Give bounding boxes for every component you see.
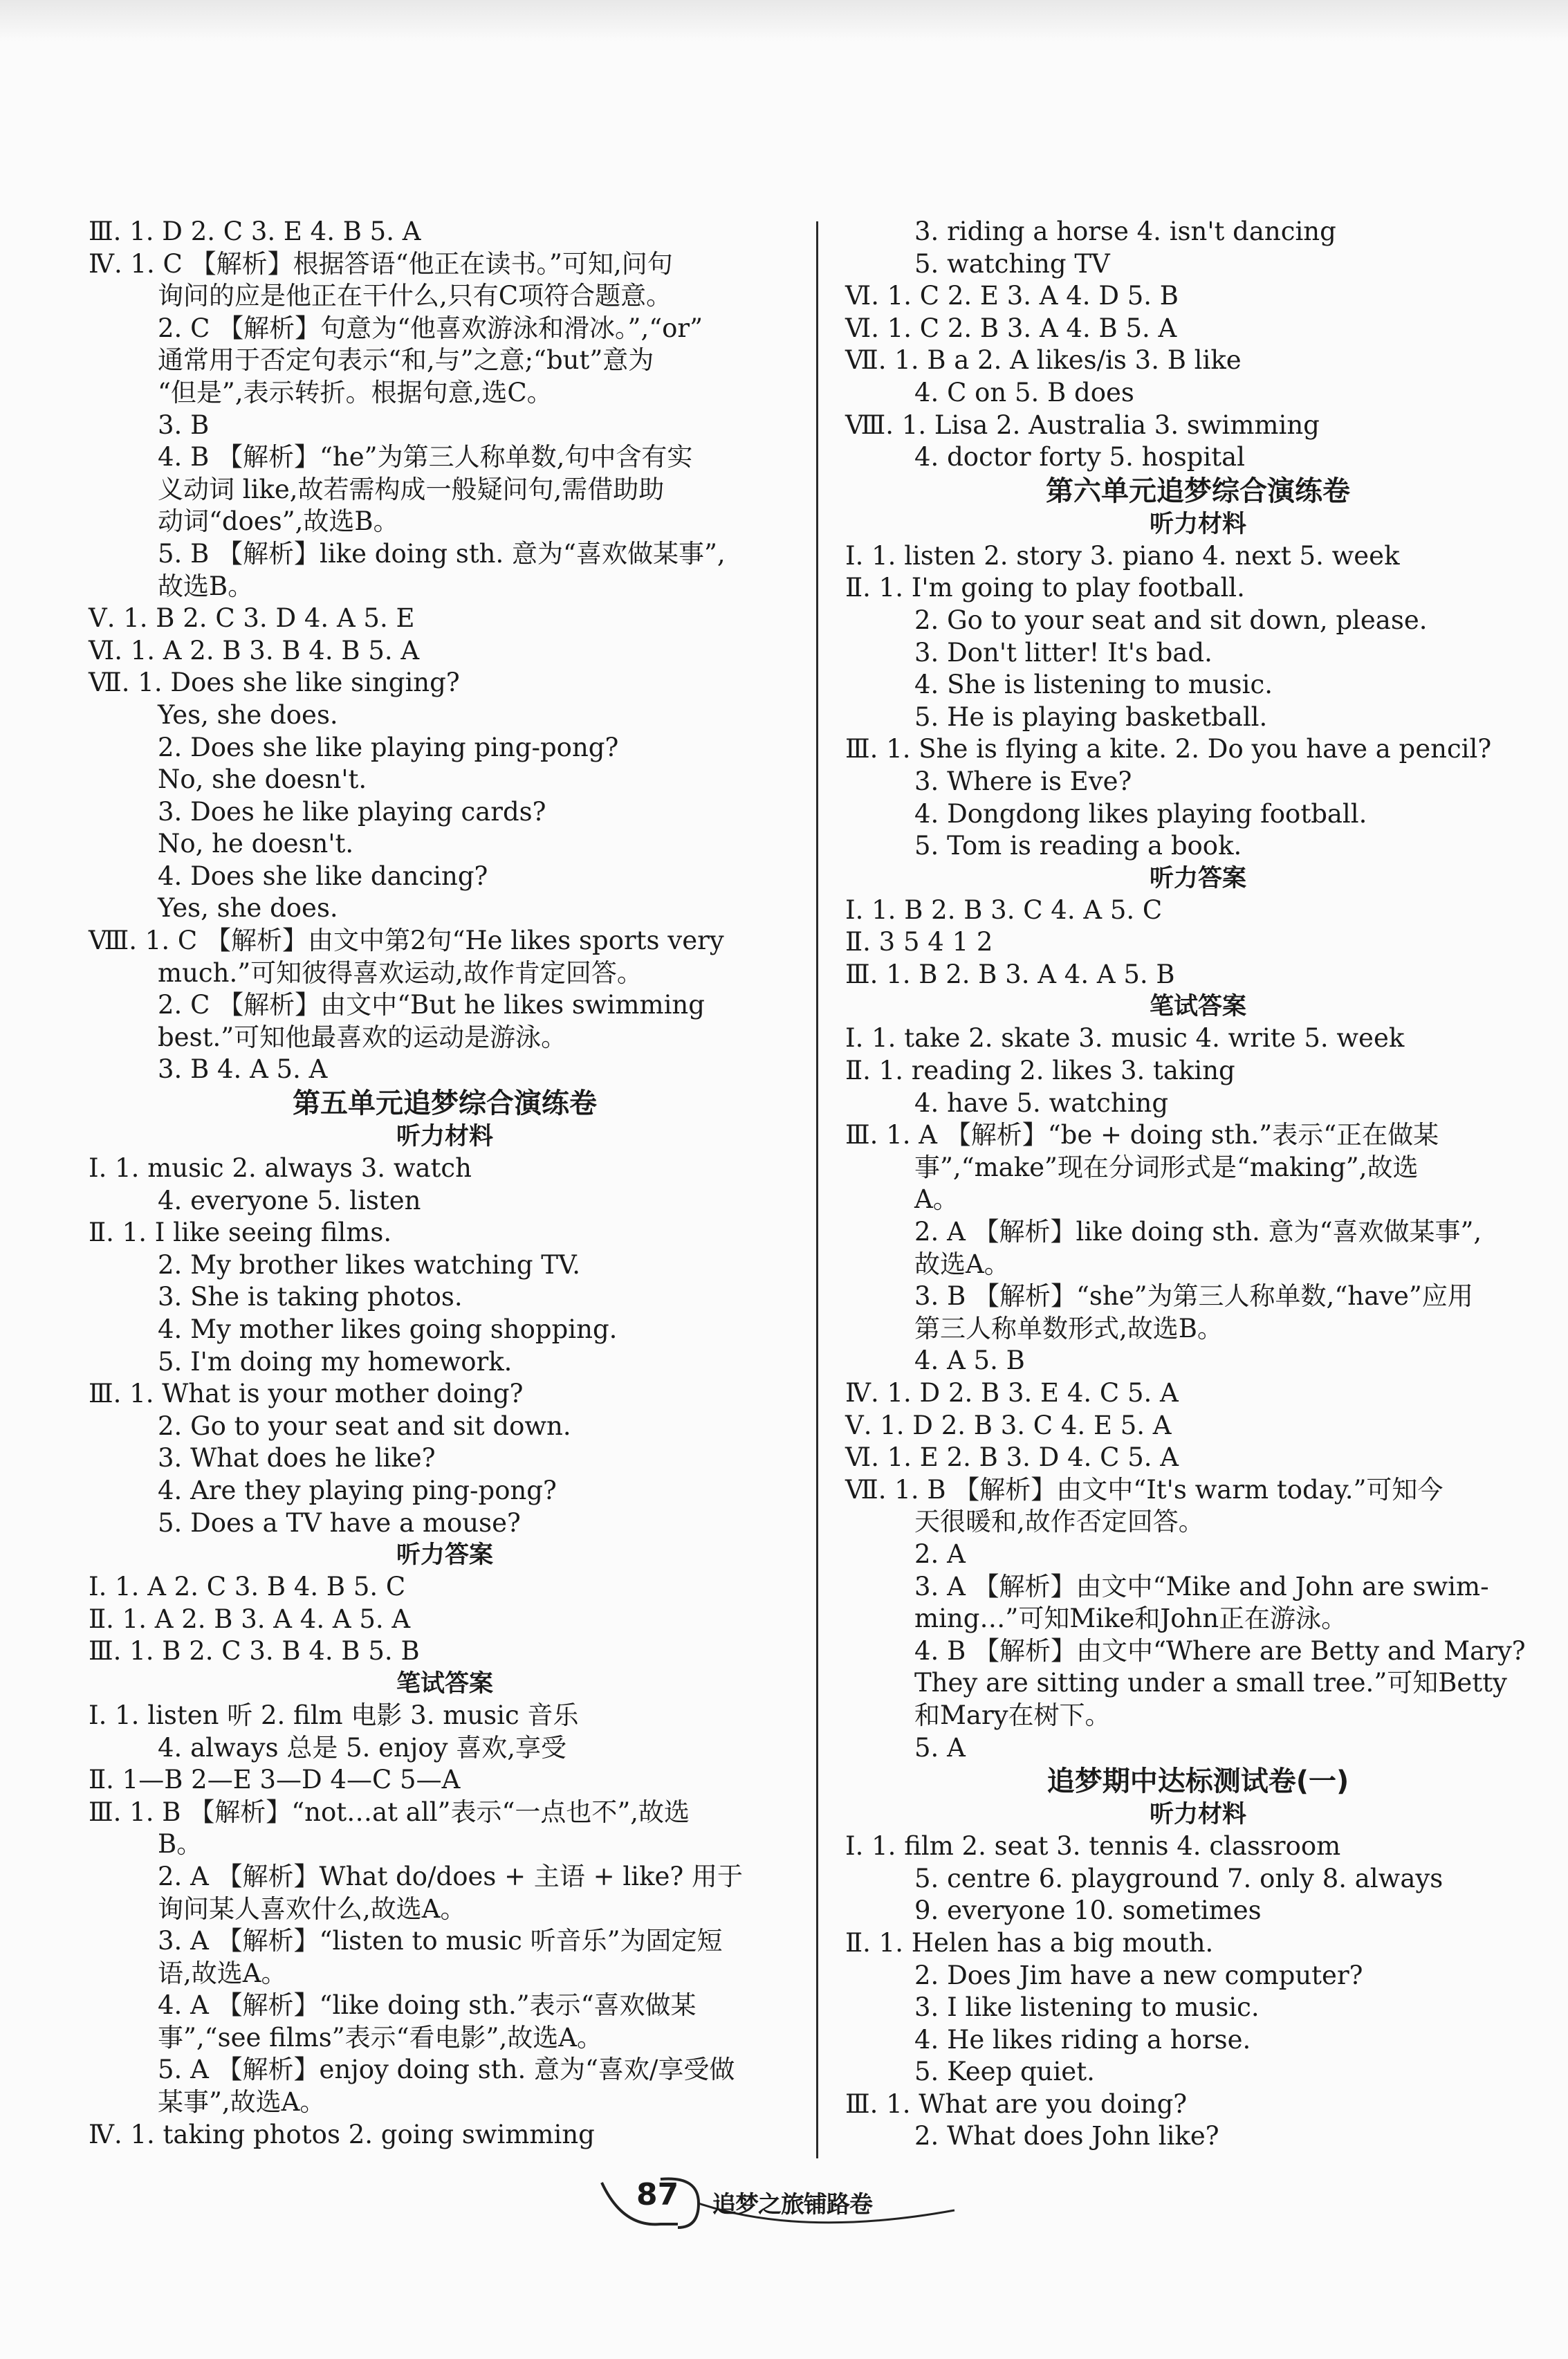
left-answer-line: 动词“does”,故选B。 — [158, 506, 399, 537]
right-answer-line: 5. Tom is reading a book. — [914, 831, 1242, 861]
left-answer-line: Ⅰ. 1. A 2. C 3. B 4. B 5. C — [89, 1572, 406, 1602]
right-answer-line: 4. doctor forty 5. hospital — [914, 442, 1245, 472]
section-heading: 第六单元追梦综合演练卷 — [1046, 475, 1350, 507]
right-answer-line: Ⅱ. 1. I'm going to play football. — [845, 573, 1245, 603]
right-answer-line: Ⅰ. 1. take 2. skate 3. music 4. write 5. week — [845, 1023, 1405, 1054]
left-answer-line: 询问的应是他正在干什么,只有C项符合题意。 — [158, 281, 672, 311]
right-answer-line: Ⅶ. 1. B a 2. A likes/is 3. B like — [845, 345, 1242, 376]
left-answer-line: 4. My mother likes going shopping. — [158, 1314, 618, 1344]
right-answer-line: Ⅲ. 1. B 2. B 3. A 4. A 5. B — [845, 959, 1175, 989]
page-number: 87 — [636, 2177, 679, 2212]
right-answer-line: Ⅰ. 1. film 2. seat 3. tennis 4. classroom — [845, 1831, 1341, 1862]
right-answer-line: 天很暖和,故作否定回答。 — [914, 1507, 1204, 1537]
left-answer-line: 询问某人喜欢什么,故选A。 — [158, 1893, 466, 1924]
left-answer-line: best.”可知他最喜欢的运动是游泳。 — [158, 1022, 567, 1052]
left-answer-line: 5. Does a TV have a mouse? — [158, 1507, 521, 1538]
left-answer-line: 3. A 【解析】“listen to music 听音乐”为固定短 — [158, 1926, 723, 1956]
right-answer-line: Ⅳ. 1. D 2. B 3. E 4. C 5. A — [845, 1378, 1179, 1408]
left-answer-line: 某事”,故选A。 — [158, 2087, 326, 2118]
left-answer-line: 2. C 【解析】句意为“他喜欢游泳和滑冰。”,“or” — [158, 313, 703, 343]
left-answer-line: Ⅱ. 1—B 2—E 3—D 4—C 5—A — [89, 1765, 461, 1795]
right-answer-line: Ⅲ. 1. She is flying a kite. 2. Do you have a pencil? — [845, 734, 1492, 764]
left-answer-line: B。 — [158, 1829, 203, 1860]
left-answer-line: 事”,“see films”表示“看电影”,故选A。 — [158, 2022, 602, 2053]
left-column — [89, 216, 801, 2151]
right-answer-line: 3. I like listening to music. — [914, 1992, 1260, 2023]
section-subheading: 听力材料 — [1149, 510, 1246, 538]
left-answer-line: Ⅲ. 1. What is your mother doing? — [89, 1379, 524, 1409]
left-answer-line: 义动词 like,故若需构成一般疑问句,需借助助 — [158, 474, 665, 504]
section-heading: 第五单元追梦综合演练卷 — [293, 1087, 597, 1120]
right-answer-line: 4. A 5. B — [914, 1346, 1025, 1376]
left-answer-line: 2. Go to your seat and sit down. — [158, 1411, 571, 1441]
right-answer-line: They are sitting under a small tree.”可知Betty — [914, 1668, 1507, 1698]
right-answer-line: 4. He likes riding a horse. — [914, 2024, 1251, 2055]
left-answer-line: 4. Does she like dancing? — [158, 861, 488, 891]
right-answer-line: 5. A — [914, 1732, 966, 1763]
section-subheading: 笔试答案 — [1149, 993, 1246, 1021]
right-answer-line: Ⅴ. 1. D 2. B 3. C 4. E 5. A — [845, 1410, 1172, 1440]
left-answer-line: 3. What does he like? — [158, 1443, 436, 1474]
right-answer-line: 2. What does John like? — [914, 2121, 1219, 2151]
left-answer-line: Ⅳ. 1. C 【解析】根据答语“他正在读书。”可知,问句 — [89, 248, 673, 279]
left-answer-line: Ⅴ. 1. B 2. C 3. D 4. A 5. E — [89, 603, 415, 634]
left-answer-line: 故选B。 — [158, 571, 254, 601]
left-answer-line: 2. A 【解析】What do/does + 主语 + like? 用于 — [158, 1861, 743, 1891]
right-answer-line: 2. Go to your seat and sit down, please. — [914, 605, 1428, 635]
left-answer-line: 3. She is taking photos. — [158, 1282, 463, 1312]
right-answer-line: 4. B 【解析】由文中“Where are Betty and Mary? — [914, 1635, 1526, 1666]
right-answer-line: 3. B 【解析】“she”为第三人称单数,“have”应用 — [914, 1281, 1473, 1312]
left-answer-line: Ⅲ. 1. B 【解析】“not…at all”表示“一点也不”,故选 — [89, 1797, 690, 1827]
left-answer-line: 4. Are they playing ping-pong? — [158, 1475, 557, 1505]
left-answer-line: 5. B 【解析】like doing sth. 意为“喜欢做某事”, — [158, 538, 726, 569]
brand-logo-text: 追梦之旅铺路卷 — [712, 2191, 872, 2219]
section-heading: 追梦期中达标测试卷(一) — [1046, 1765, 1349, 1798]
right-answer-line: 故选A。 — [914, 1249, 1010, 1279]
left-answer-line: Ⅱ. 1. A 2. B 3. A 4. A 5. A — [89, 1604, 411, 1634]
section-subheading: 听力材料 — [1149, 1801, 1246, 1829]
left-answer-line: Ⅱ. 1. I like seeing films. — [89, 1218, 392, 1248]
right-column — [845, 216, 1551, 2153]
left-answer-line: Yes, she does. — [158, 699, 338, 730]
left-answer-line: No, he doesn't. — [158, 829, 354, 859]
section-subheading: 听力答案 — [396, 1541, 493, 1570]
right-answer-line: Ⅲ. 1. What are you doing? — [845, 2089, 1188, 2119]
left-answer-line: Ⅷ. 1. C 【解析】由文中第2句“He likes sports very — [89, 926, 724, 956]
right-answer-line: Ⅵ. 1. C 2. E 3. A 4. D 5. B — [845, 281, 1179, 311]
right-answer-line: 5. watching TV — [914, 248, 1110, 279]
left-answer-line: 语,故选A。 — [158, 1958, 287, 1988]
right-answer-line: Ⅱ. 1. Helen has a big mouth. — [845, 1927, 1214, 1958]
right-answer-line: Ⅱ. 3 5 4 1 2 — [845, 927, 993, 957]
left-answer-line: 3. B 4. A 5. A — [158, 1054, 328, 1085]
right-answer-line: Ⅰ. 1. listen 2. story 3. piano 4. next 5. week — [845, 540, 1400, 571]
right-answer-line: 5. He is playing basketball. — [914, 701, 1268, 732]
right-answer-line: 2. A 【解析】like doing sth. 意为“喜欢做某事”, — [914, 1217, 1482, 1247]
left-answer-line: Yes, she does. — [158, 893, 338, 924]
right-answer-line: 第三人称单数形式,故选B。 — [914, 1313, 1223, 1343]
right-answer-line: 3. Where is Eve? — [914, 766, 1132, 796]
left-answer-line: Ⅲ. 1. B 2. C 3. B 4. B 5. B — [89, 1636, 420, 1667]
left-answer-line: 2. Does she like playing ping-pong? — [158, 732, 619, 762]
right-answer-line: Ⅵ. 1. C 2. B 3. A 4. B 5. A — [845, 313, 1177, 343]
page-footer — [595, 2162, 968, 2238]
left-answer-line: 4. B 【解析】“he”为第三人称单数,句中含有实 — [158, 442, 693, 472]
left-answer-line: 5. I'm doing my homework. — [158, 1346, 513, 1377]
right-answer-line: Ⅱ. 1. reading 2. likes 3. taking — [845, 1056, 1235, 1086]
right-answer-line: 3. riding a horse 4. isn't dancing — [914, 217, 1336, 246]
right-answer-line: 4. have 5. watching — [914, 1087, 1169, 1118]
section-subheading: 听力答案 — [1149, 864, 1246, 892]
left-answer-line: 4. always 总是 5. enjoy 喜欢,享受 — [158, 1732, 567, 1763]
right-answer-line: ming…”可知Mike和John正在游泳。 — [914, 1604, 1347, 1634]
right-answer-line: A。 — [914, 1184, 959, 1215]
left-answer-line: No, she doesn't. — [158, 764, 367, 795]
right-answer-line: 2. A — [914, 1539, 966, 1569]
right-answer-line: 4. C on 5. B does — [914, 377, 1134, 407]
right-answer-line: 5. Keep quiet. — [914, 2057, 1095, 2087]
right-answer-line: 5. centre 6. playground 7. only 8. always — [914, 1863, 1444, 1893]
left-answer-line: 4. A 【解析】“like doing sth.”表示“喜欢做某 — [158, 1990, 697, 2021]
left-answer-line: much.”可知彼得喜欢运动,故作肯定回答。 — [158, 957, 643, 988]
right-answer-line: Ⅲ. 1. A 【解析】“be + doing sth.”表示“正在做某 — [845, 1120, 1439, 1150]
right-answer-line: 4. Dongdong likes playing football. — [914, 798, 1367, 829]
left-answer-line: Ⅵ. 1. A 2. B 3. B 4. B 5. A — [89, 635, 420, 666]
right-answer-line: Ⅵ. 1. E 2. B 3. D 4. C 5. A — [845, 1442, 1179, 1473]
left-answer-line: 5. A 【解析】enjoy doing sth. 意为“喜欢/享受做 — [158, 2055, 735, 2085]
right-answer-line: Ⅰ. 1. B 2. B 3. C 4. A 5. C — [845, 894, 1163, 925]
left-answer-line: “但是”,表示转折。根据句意,选C。 — [158, 377, 553, 407]
page-top-shade — [0, 0, 1568, 42]
left-answer-line: Ⅳ. 1. taking photos 2. going swimming — [89, 2119, 595, 2149]
right-answer-line: 4. She is listening to music. — [914, 670, 1273, 700]
right-answer-line: Ⅶ. 1. B 【解析】由文中“It's warm today.”可知今 — [845, 1474, 1444, 1505]
right-answer-line: 3. A 【解析】由文中“Mike and John are swim- — [914, 1571, 1489, 1601]
column-divider — [816, 221, 818, 2158]
right-answer-line: 事”,“make”现在分词形式是“making”,故选 — [914, 1152, 1419, 1182]
left-answer-line: 4. everyone 5. listen — [158, 1185, 421, 1215]
right-answer-line: 和Mary在树下。 — [914, 1700, 1111, 1730]
right-answer-line: Ⅷ. 1. Lisa 2. Australia 3. swimming — [845, 410, 1320, 440]
left-answer-line: 2. My brother likes watching TV. — [158, 1249, 580, 1280]
left-answer-line: Ⅰ. 1. music 2. always 3. watch — [89, 1153, 472, 1184]
left-answer-line: Ⅶ. 1. Does she like singing? — [89, 668, 460, 698]
left-answer-line: 3. B — [158, 410, 210, 440]
right-answer-line: 3. Don't litter! It's bad. — [914, 637, 1212, 668]
left-answer-line: 3. Does he like playing cards? — [158, 796, 546, 827]
section-subheading: 听力材料 — [396, 1123, 493, 1151]
left-answer-line: Ⅲ. 1. D 2. C 3. E 4. B 5. A — [89, 217, 421, 246]
right-answer-line: 2. Does Jim have a new computer? — [914, 1960, 1363, 1990]
left-answer-line: 通常用于否定句表示“和,与”之意;“but”意为 — [158, 345, 654, 376]
left-answer-line: Ⅰ. 1. listen 听 2. film 电影 3. music 音乐 — [89, 1700, 579, 1730]
right-answer-line: 9. everyone 10. sometimes — [914, 1896, 1262, 1926]
section-subheading: 笔试答案 — [396, 1669, 493, 1698]
left-answer-line: 2. C 【解析】由文中“But he likes swimming — [158, 990, 705, 1020]
